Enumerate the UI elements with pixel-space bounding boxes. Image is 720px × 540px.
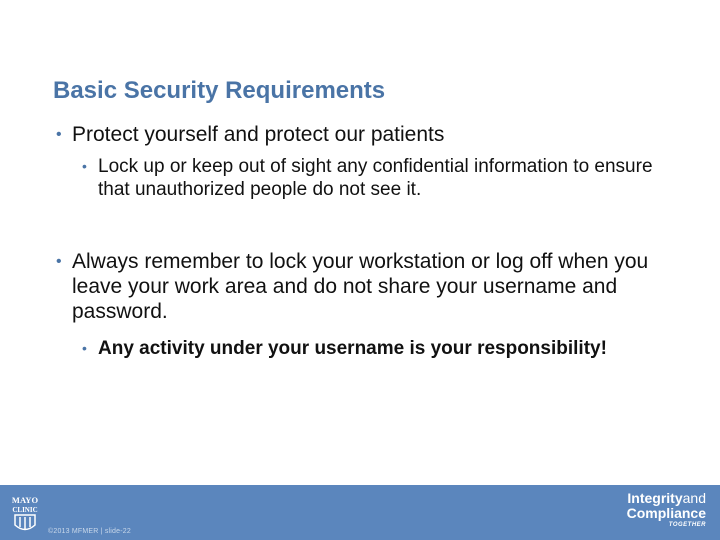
- svg-text:MAYO: MAYO: [11, 495, 39, 505]
- bullet-text: Lock up or keep out of sight any confidential information to ensure that unauthorized people do not see it.: [98, 156, 653, 200]
- bullet-dot: •: [82, 340, 87, 356]
- bullet-level2: [82, 155, 688, 201]
- brand-word-compliance: Compliance: [626, 505, 706, 521]
- brand-tagline: TOGETHER: [668, 522, 706, 528]
- footer-bar: [0, 485, 720, 540]
- bullet-level1: [56, 122, 692, 147]
- bullet-dot: •: [82, 158, 87, 174]
- bullet-text: Any activity under your username is your responsibility!: [98, 338, 607, 359]
- copyright-text: ©2013 MFMER | slide-22: [48, 528, 131, 535]
- bullet-text: Always remember to lock your workstation or log off when you leave your work area and do not share your username and password.: [72, 250, 649, 323]
- brand-word-integrity: Integrity: [627, 490, 683, 506]
- mayo-clinic-logo: [8, 491, 42, 535]
- brand-word-and: and: [682, 490, 706, 506]
- bullet-dot: •: [56, 253, 62, 270]
- slide-title: Basic Security Requirements: [53, 77, 386, 104]
- bullet-text: Protect yourself and protect our patients: [72, 123, 445, 146]
- bullet-level1: [56, 249, 702, 324]
- integrity-compliance-logo: [627, 491, 706, 528]
- bullet-dot: •: [56, 126, 62, 143]
- svg-text:CLINIC: CLINIC: [12, 506, 38, 514]
- bullet-level2: [82, 337, 658, 360]
